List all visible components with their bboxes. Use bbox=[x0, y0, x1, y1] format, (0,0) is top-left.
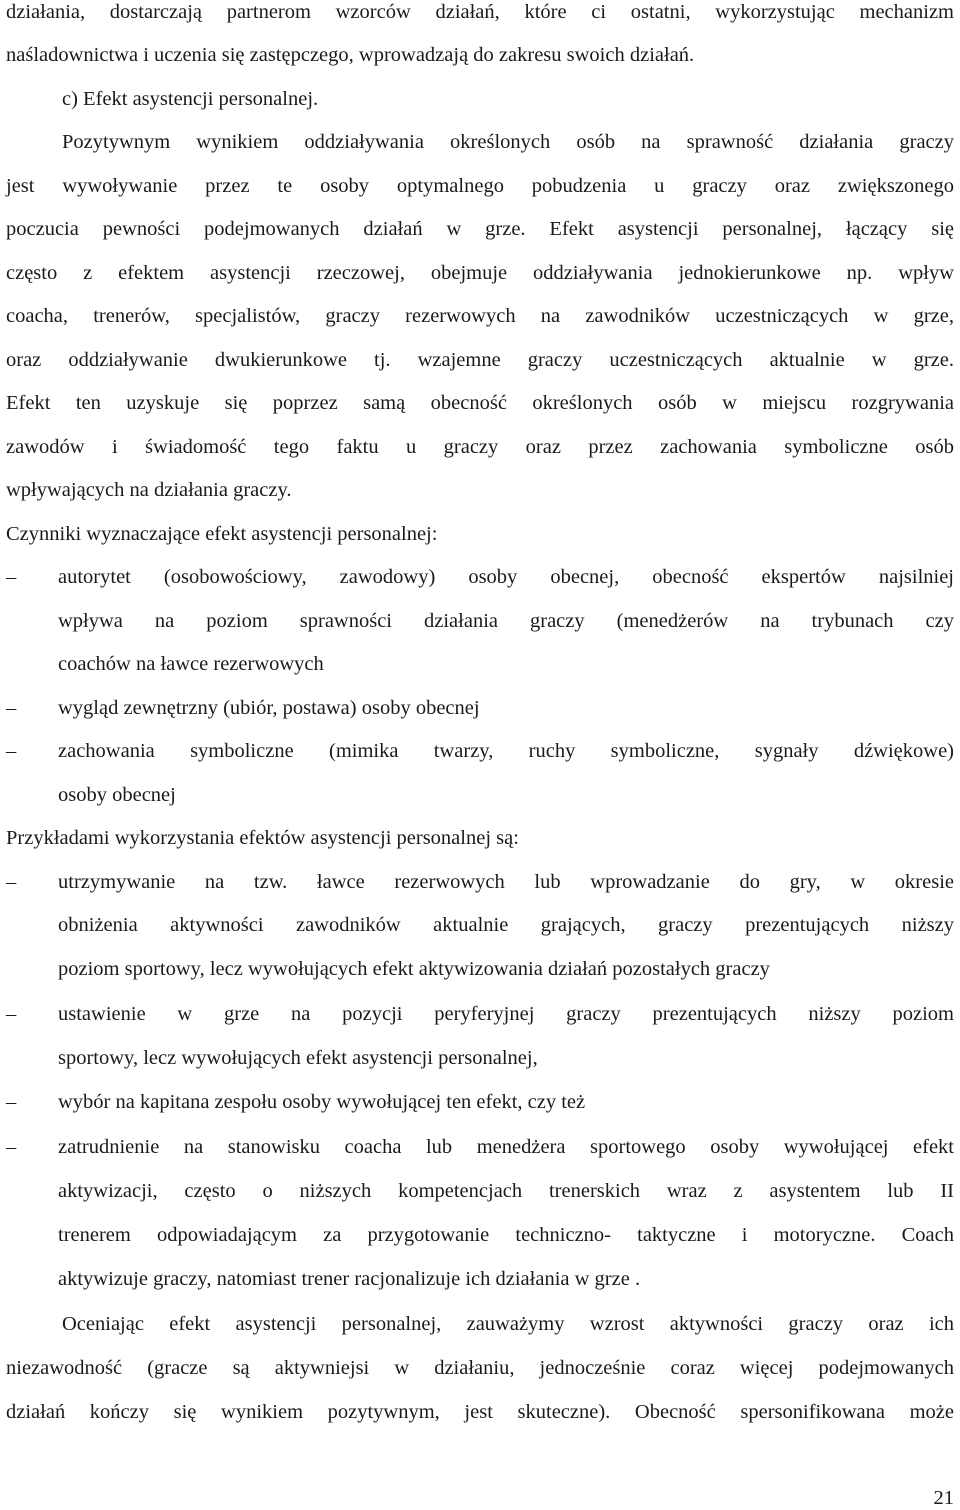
list-item-text: autorytet (osobowościowy, zawodowy) osoby obecnej, obecność ekspertów najsilniej bbox=[58, 566, 954, 588]
list-item-text: ustawienie w grze na pozycji peryferyjnej graczy prezentujących niższy poziom bbox=[58, 1003, 954, 1025]
list-item bbox=[6, 870, 954, 894]
text-line: jest wywoływanie przez te osoby optymalnego pobudzenia u graczy oraz zwiększonego bbox=[6, 175, 954, 197]
list-item bbox=[6, 1135, 954, 1159]
list-item-continuation: trenerem odpowiadającym za przygotowanie techniczno- taktyczne i motoryczne. Coach bbox=[58, 1224, 954, 1246]
list-item-continuation: osoby obecnej bbox=[58, 784, 176, 806]
text-line: Efekt ten uzyskuje się poprzez samą obecność określonych osób w miejscu rozgrywania bbox=[6, 392, 954, 414]
list-item-text: wybór na kapitana zespołu osoby wywołującej ten efekt, czy też bbox=[58, 1091, 586, 1113]
dash-bullet-icon: – bbox=[6, 566, 17, 588]
text-line: poczucia pewności podejmowanych działań w grze. Efekt asystencji personalnej, łączący się bbox=[6, 218, 954, 240]
list-item-text: zachowania symboliczne (mimika twarzy, ruchy symboliczne, sygnały dźwiękowe) bbox=[58, 740, 954, 762]
dash-bullet-icon: – bbox=[6, 871, 17, 893]
text-line: oraz oddziaływanie dwukierunkowe tj. wzajemne graczy uczestniczących aktualnie w grze. bbox=[6, 349, 954, 371]
list-item-text: zatrudnienie na stanowisku coacha lub menedżera sportowego osoby wywołującej efekt bbox=[58, 1136, 954, 1158]
list-item bbox=[6, 696, 954, 720]
dash-bullet-icon: – bbox=[6, 740, 17, 762]
list-item-text: wygląd zewnętrzny (ubiór, postawa) osoby obecnej bbox=[58, 697, 480, 719]
dash-bullet-icon: – bbox=[6, 697, 17, 719]
list-item-continuation: sportowy, lecz wywołujących efekt asystencji personalnej, bbox=[58, 1047, 538, 1069]
list-item-continuation: coachów na ławce rezerwowych bbox=[58, 653, 324, 675]
text-line: naśladownictwa i uczenia się zastępczego, wprowadzają do zakresu swoich działań. bbox=[6, 44, 695, 66]
dash-bullet-icon: – bbox=[6, 1091, 17, 1113]
list-item bbox=[6, 565, 954, 589]
text-line: coacha, trenerów, specjalistów, graczy rezerwowych na zawodników uczestniczących w grze, bbox=[6, 305, 954, 327]
text-line: zawodów i świadomość tego faktu u graczy oraz przez zachowania symboliczne osób bbox=[6, 436, 954, 458]
list-intro: Przykładami wykorzystania efektów asystencji personalnej są: bbox=[6, 827, 519, 849]
dash-bullet-icon: – bbox=[6, 1003, 17, 1025]
paragraph-first-line: Oceniając efekt asystencji personalnej, zauważymy wzrost aktywności graczy oraz ich bbox=[62, 1313, 954, 1335]
dash-bullet-icon: – bbox=[6, 1136, 17, 1158]
list-item-continuation: wpływa na poziom sprawności działania graczy (menedżerów na trybunach czy bbox=[58, 610, 954, 632]
text-line: działania, dostarczają partnerom wzorców działań, które ci ostatni, wykorzystując mechanizm bbox=[6, 1, 954, 23]
list-item-continuation: aktywizuje graczy, natomiast trener racjonalizuje ich działania w grze . bbox=[58, 1268, 641, 1290]
text-line: wpływających na działania graczy. bbox=[6, 479, 292, 501]
list-item-text: utrzymywanie na tzw. ławce rezerwowych lub wprowadzanie do gry, w okresie bbox=[58, 871, 954, 893]
list-item bbox=[6, 1090, 954, 1114]
text-line: często z efektem asystencji rzeczowej, obejmuje oddziaływania jednokierunkowe np. wpływ bbox=[6, 262, 954, 284]
page-number: 21 bbox=[933, 1487, 954, 1509]
list-item bbox=[6, 1002, 954, 1026]
paragraph-first-line: Pozytywnym wynikiem oddziaływania określonych osób na sprawność działania graczy bbox=[62, 131, 954, 153]
text-line: działań kończy się wynikiem pozytywnym, jest skuteczne). Obecność spersonifikowana może bbox=[6, 1401, 954, 1423]
text-line: niezawodność (gracze są aktywniejsi w działaniu, jednocześnie coraz więcej podejmowanych bbox=[6, 1357, 954, 1379]
list-intro: Czynniki wyznaczające efekt asystencji personalnej: bbox=[6, 523, 438, 545]
list-item-continuation: poziom sportowy, lecz wywołujących efekt aktywizowania działań pozostałych graczy bbox=[58, 958, 770, 980]
list-item-continuation: obniżenia aktywności zawodników aktualnie grających, graczy prezentujących niższy bbox=[58, 914, 954, 936]
section-heading: c) Efekt asystencji personalnej. bbox=[62, 88, 319, 110]
list-item bbox=[6, 739, 954, 763]
list-item-continuation: aktywizacji, często o niższych kompetencjach trenerskich wraz z asystentem lub II bbox=[58, 1180, 954, 1202]
